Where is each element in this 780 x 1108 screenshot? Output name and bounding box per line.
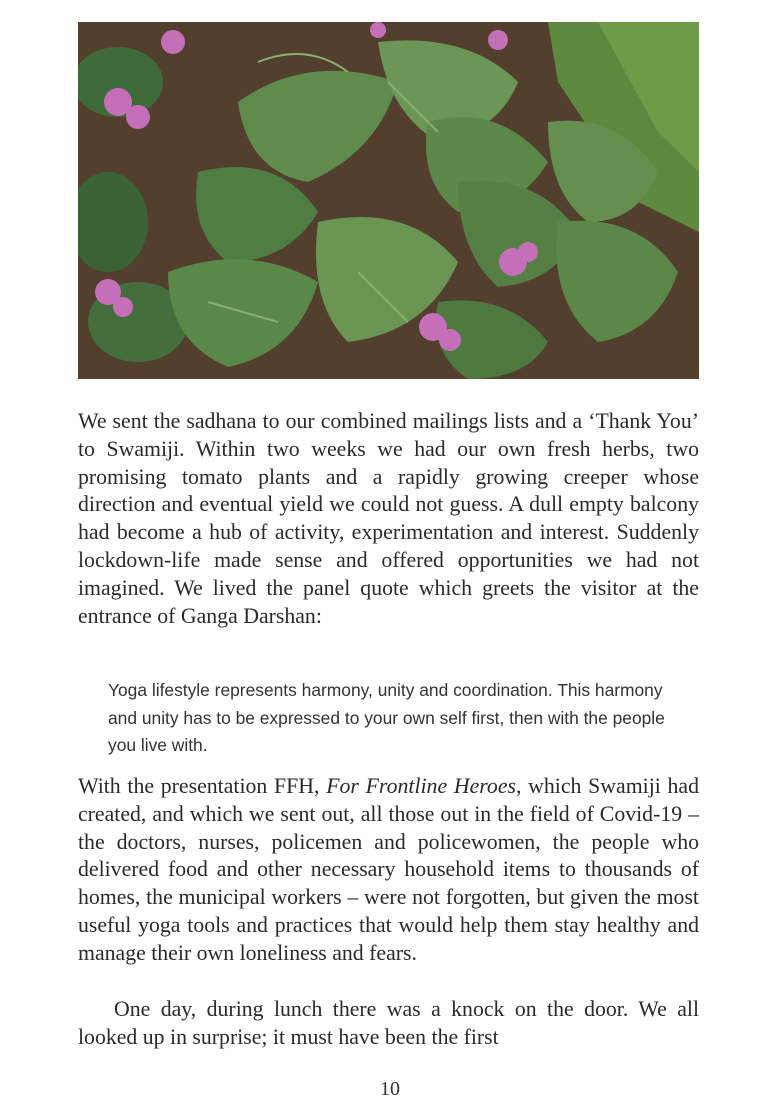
page-number: 10 xyxy=(380,1078,400,1100)
paragraph-2-end: , which Swamiji had created, and which we sent out, all those out in the field of Covid-19 – the doctors, nurses, policemen and policewomen, the people who delivered food and other necessary household items to thousands of homes, the municipal workers – were not forgotten, but given the most useful yoga tools and practices that would help them stay healthy and manage their own loneliness and fears. xyxy=(78,774,700,965)
paragraph-1: We sent the sadhana to our combined mailings lists and a ‘Thank You’ to Swamiji. Within two weeks we had our own fresh herbs, two promising tomato plants and a rapidly growing creeper whose direction and eventual yield we could not guess. A dull empty balcony had become a hub of activity, experimentation and interest. Suddenly lockdown-life made sense and offered opportunities we had not imagined. We lived the panel quote which greets the visitor at the entrance of Ganga Darshan: xyxy=(78,409,699,628)
presentation-title: For Frontline Heroes xyxy=(326,774,516,798)
paragraph-2-start: With the presentation FFH, xyxy=(78,774,327,798)
plant-photo-art xyxy=(78,22,699,379)
plant-photo xyxy=(78,22,699,379)
paragraph-3: One day, during lunch there was a knock on the door. We all looked up in surprise; it must have been the first xyxy=(78,997,699,1049)
paragraph-2 xyxy=(78,773,699,968)
block-quote: Yoga lifestyle represents harmony, unity and coordination. This harmony and unity has to be expressed to your own self first, then with the people you live with. xyxy=(108,680,665,755)
